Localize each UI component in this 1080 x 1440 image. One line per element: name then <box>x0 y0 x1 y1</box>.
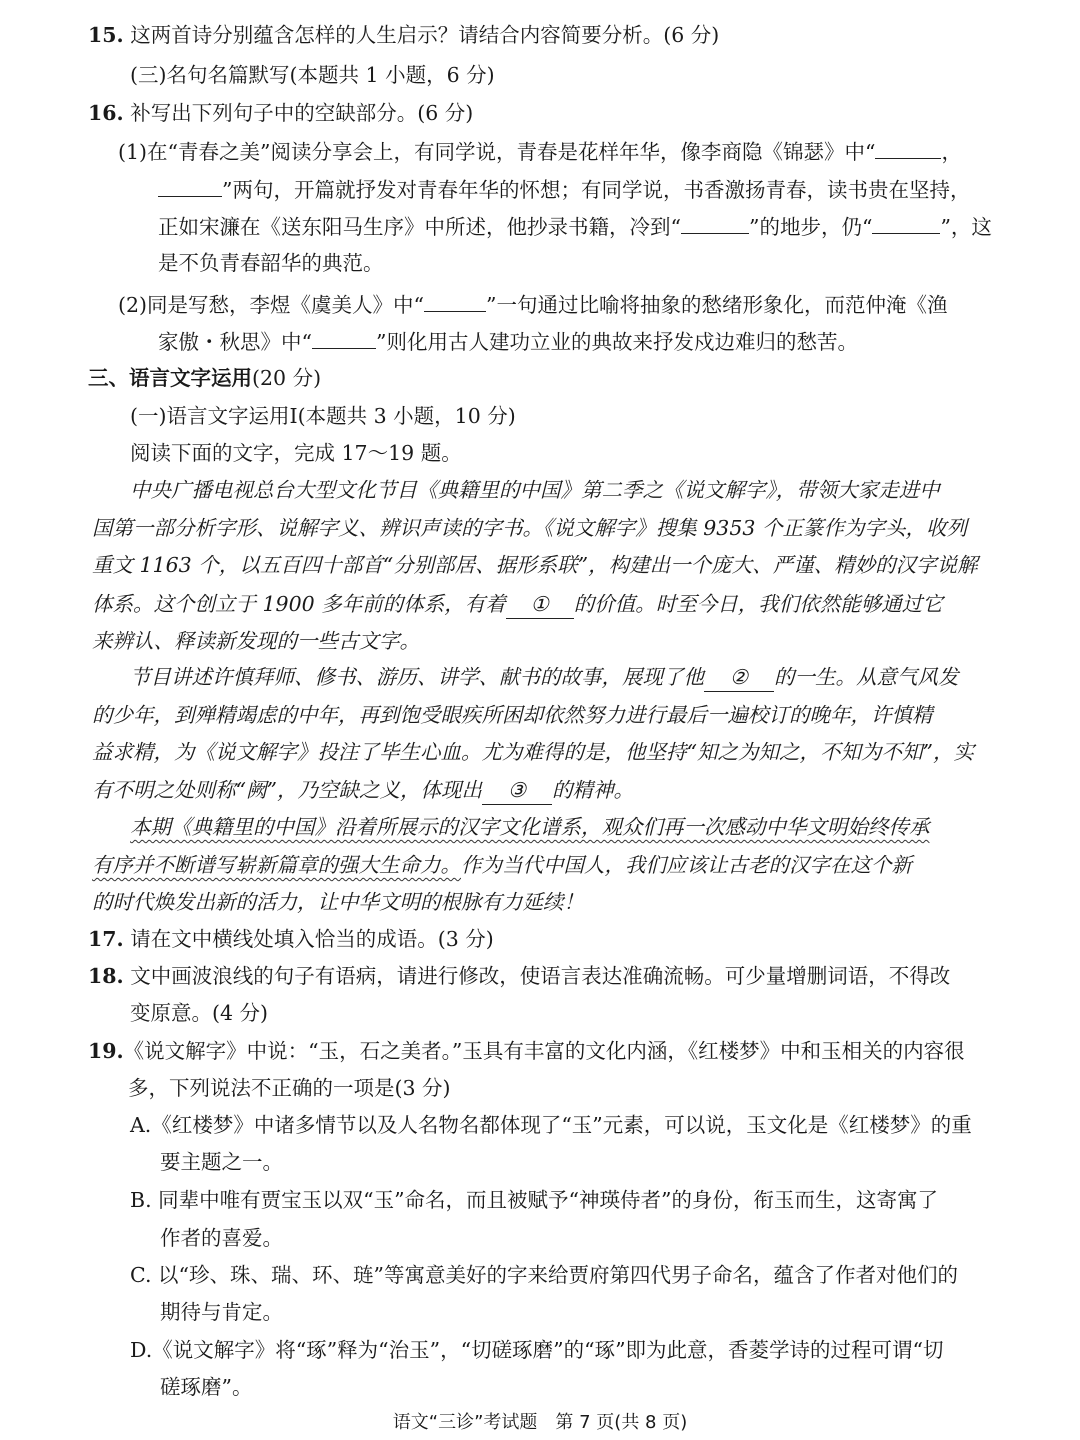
question-text: 这两首诗分别蕴含怎样的人生启示？请结合内容简要分析。(6 分) <box>130 23 720 47</box>
q16-1-line4: 是不负青春韶华的典范。 <box>158 251 384 275</box>
question-text: 《说文解字》中说：“玉，石之美者。”玉具有丰富的文化内涵，《红楼梦》中和玉相关的内容很 <box>123 1039 965 1063</box>
passage-p1-l5: 来辨认、释读新发现的一些古文字。 <box>92 629 420 653</box>
text: ”两句，开篇就抒发对青春年华的怀想；有同学说，书香激扬青春，读书贵在坚持， <box>222 178 971 202</box>
section-3-heading <box>88 364 321 392</box>
passage-p1-l2: 国第一部分析字形、说解字义、辨识声读的字书。《说文解字》搜集 9353 个正篆作为字头，收列 <box>92 516 967 540</box>
text: 体系。这个创立于 1900 多年前的体系，有着 <box>92 592 506 616</box>
fill-blank[interactable] <box>872 211 940 234</box>
text: 的精神。 <box>551 778 634 802</box>
fill-blank[interactable] <box>875 136 941 159</box>
question-text: 请在文中横线处填入恰当的成语。(3 分) <box>130 927 494 951</box>
text: 节目讲述许慎拜师、修书、游历、讲学、献书的故事，展现了他 <box>130 665 704 689</box>
question-number: 16. <box>88 101 124 125</box>
text: ”一句通过比喻将抽象的愁绪形象化，而范仲淹《渔 <box>486 293 948 317</box>
question-16 <box>88 99 473 127</box>
blank-2[interactable]: ② <box>704 663 774 692</box>
text: 正如宋濂在《送东阳马生序》中所述，他抄录书籍，冷到“ <box>158 215 681 239</box>
wavy-sentence: 有序并不断谱写崭新篇章的强大生命力。 <box>92 853 461 877</box>
question-18-cont: 变原意。(4 分) <box>130 1001 269 1025</box>
text: 作为当代中国人，我们应该让古老的汉字在这个新 <box>461 853 912 877</box>
passage-p3-l3: 的时代焕发出新的活力，让中华文明的根脉有力延续！ <box>92 890 584 914</box>
question-18 <box>88 962 950 990</box>
option-d[interactable]: D.《说文解字》将“琢”释为“治玉”，“切磋琢磨”的“琢”即为此意，香菱学诗的过程可谓“切 <box>130 1338 944 1362</box>
option-b-cont: 作者的喜爱。 <box>160 1226 283 1250</box>
blank-1[interactable]: ① <box>506 590 574 619</box>
fill-blank[interactable] <box>424 289 486 312</box>
q16-1-line2 <box>158 174 970 204</box>
text: ， <box>941 140 962 164</box>
q16-1-line1 <box>118 136 962 166</box>
subsection-1: (一)语言文字运用Ⅰ(本题共 3 小题，10 分) <box>130 404 516 428</box>
question-text: 补写出下列句子中的空缺部分。(6 分) <box>130 101 474 125</box>
text: ”，这 <box>940 215 992 239</box>
question-17 <box>88 925 494 953</box>
question-19 <box>88 1037 965 1065</box>
text: 的一生。从意气风发 <box>774 665 959 689</box>
option-a-cont: 要主题之一。 <box>160 1150 283 1174</box>
wavy-sentence: 本期《典籍里的中国》沿着所展示的汉字文化谱系，观众们再一次感动中华文明始终传承 <box>130 815 930 839</box>
passage-p1-l4 <box>92 590 943 619</box>
option-a[interactable]: A.《红楼梦》中诸多情节以及人名物名都体现了“玉”元素，可以说，玉文化是《红楼梦》的重 <box>130 1113 972 1137</box>
question-15 <box>88 21 719 49</box>
passage-p1-l1: 中央广播电视总台大型文化节目《典籍里的中国》第二季之《说文解字》，带领大家走进中 <box>130 478 940 502</box>
text: ”的地步，仍“ <box>748 215 873 239</box>
text: 的价值。时至今日，我们依然能够通过它 <box>573 592 943 616</box>
section-score: (20 分) <box>252 366 322 390</box>
fill-blank[interactable] <box>681 211 749 234</box>
text: 家傲・秋思》中“ <box>158 330 312 354</box>
question-text: 文中画波浪线的句子有语病，请进行修改，使语言表达准确流畅。可少量增删词语，不得改 <box>130 964 951 988</box>
q16-2-line1 <box>118 289 948 319</box>
question-number: 15. <box>88 23 124 47</box>
page-footer: 语文“三诊”考试题 第 7 页(共 8 页) <box>392 1412 688 1433</box>
section-title: 三、语言文字运用 <box>88 366 252 390</box>
passage-p2-l3: 益求精，为《说文解字》投注了毕生心血。尤为难得的是，他坚持“知之为知之，不知为不知”，实 <box>92 740 974 764</box>
question-number: 18. <box>88 964 124 988</box>
text: 有不明之处则称“阙”，乃空缺之义，体现出 <box>92 778 482 802</box>
blank-3[interactable]: ③ <box>482 776 552 805</box>
fill-blank[interactable] <box>158 174 222 197</box>
reading-instruction: 阅读下面的文字，完成 17～19 题。 <box>130 441 462 465</box>
passage-p3-l1 <box>130 813 930 841</box>
text: (2)同是写愁，李煜《虞美人》中“ <box>118 293 425 317</box>
passage-p2-l2: 的少年，到殚精竭虑的中年，再到饱受眼疾所困却依然努力进行最后一遍校订的晚年，许慎精 <box>92 703 933 727</box>
option-c[interactable]: C. 以“珍、珠、瑞、环、琏”等寓意美好的字来给贾府第四代男子命名，蕴含了作者对他们的 <box>130 1263 958 1287</box>
q16-2-line2 <box>158 326 858 356</box>
question-19-cont: 多，下列说法不正确的一项是(3 分) <box>128 1076 451 1100</box>
text: ”则化用古人建功立业的典故来抒发戍边难归的愁苦。 <box>375 330 858 354</box>
passage-p1-l3: 重文 1163 个，以五百四十部首“分别部居、据形系联”，构建出一个庞大、严谨、精妙的汉字说解 <box>92 553 978 577</box>
passage-p2-l4 <box>92 776 634 805</box>
option-d-cont: 磋琢磨”。 <box>160 1375 253 1399</box>
text: (1)在“青春之美”阅读分享会上，有同学说，青春是花样年华，像李商隐《锦瑟》中“ <box>118 140 876 164</box>
option-b[interactable]: B. 同辈中唯有贾宝玉以双“玉”命名，而且被赋予“神瑛侍者”的身份，衔玉而生，这寄寓了 <box>130 1188 939 1212</box>
passage-p3-l2 <box>92 851 912 879</box>
passage-p2-l1 <box>130 663 959 692</box>
fill-blank[interactable] <box>312 326 376 349</box>
question-number: 17. <box>88 927 124 951</box>
q16-1-line3 <box>158 211 992 241</box>
option-c-cont: 期待与肯定。 <box>160 1300 283 1324</box>
question-number: 19. <box>88 1039 124 1063</box>
section-famous-lines: (三)名句名篇默写(本题共 1 小题，6 分) <box>130 63 495 87</box>
